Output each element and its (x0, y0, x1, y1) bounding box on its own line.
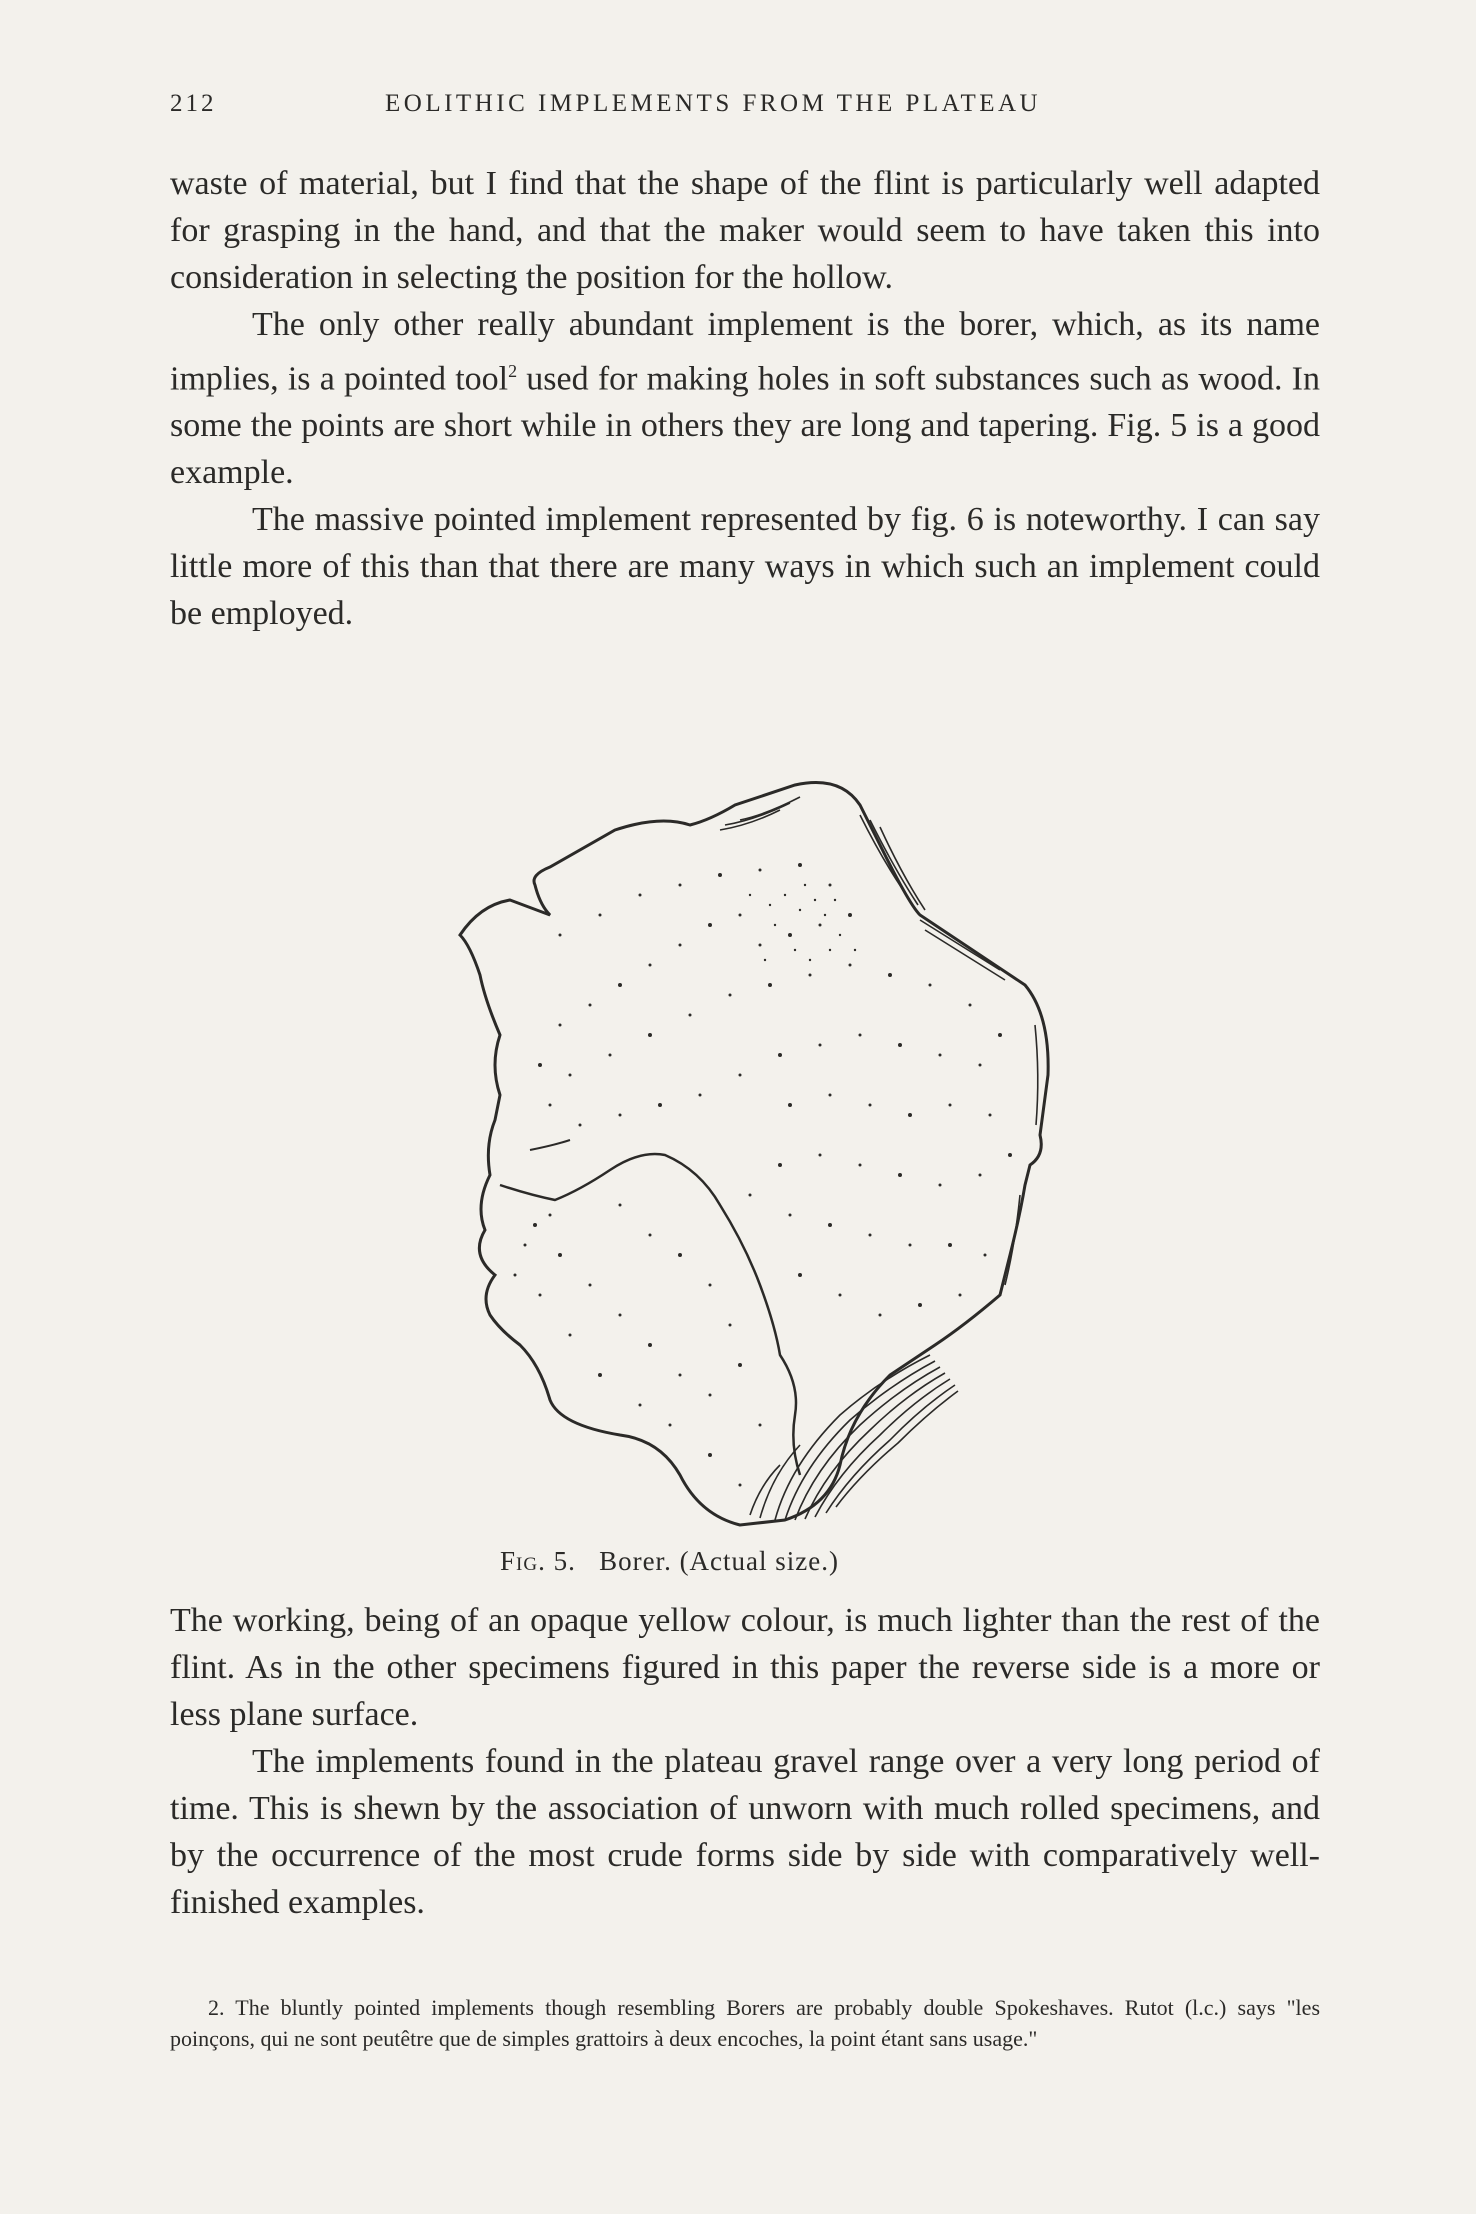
running-title: EOLITHIC IMPLEMENTS FROM THE PLATEAU (385, 90, 1042, 117)
body-text-bottom (170, 1597, 1320, 1926)
body-text-top (170, 160, 1320, 637)
figure-description: Borer. (Actual size.) (599, 1546, 839, 1576)
paragraph-borer-part2: used for making holes in soft substances such as wood. In some the points are short while in others they are long and tapering. Fig. 5 is a good example. (170, 360, 1320, 492)
edge-detail-line (530, 1140, 570, 1150)
paragraph-massive-implement: The massive pointed implement represented by fig. 6 is noteworthy. I can say little more of this than that there are many ways in which such an implement could be employed. (170, 501, 1320, 633)
working-striations (720, 797, 1038, 1520)
borer-flint-drawing (440, 775, 1060, 1535)
hollow-edge-line (500, 1154, 800, 1475)
paragraph-continuation: waste of material, but I find that the shape of the flint is particularly well adapted for grasping in the hand, and that the maker would seem to have taken this into consideration in selecting the position for the hollow. (170, 165, 1320, 296)
paragraph-plateau-gravel: The implements found in the plateau gravel range over a very long period of time. This is shewn by the association of unworn with much rolled specimens, and by the occurrence of the most crude forms side by side with comparatively well-finished examples. (170, 1743, 1320, 1921)
paragraph-borer (170, 301, 1320, 496)
footnote-text: 2. The bluntly pointed implements though resembling Borers are probably double Spokeshaves. Rutot (l.c.) says "les poinçons, qui ne sont peutêtre que de simples grattoirs à deux encoches, la point étant sans usage." (170, 1995, 1320, 2051)
footnote (170, 1992, 1320, 2054)
page-number: 212 (170, 90, 217, 117)
figure-caption (500, 1546, 1000, 1577)
figure-borer-illustration (440, 775, 1060, 1535)
paragraph-working: The working, being of an opaque yellow colour, is much lighter than the rest of the flint. As in the other specimens figured in this paper the reverse side is a more or less plane surface. (170, 1602, 1320, 1733)
paragraph-borer-part1: The only other really abundant implement is the borer, which, as its name implies, is a pointed tool (170, 306, 1320, 398)
footnote-ref: 2 (508, 361, 518, 381)
stipple-texture (514, 863, 1013, 1487)
flint-outline (460, 783, 1048, 1526)
figure-number: Fig. 5. (500, 1546, 576, 1576)
running-head (170, 90, 1320, 130)
